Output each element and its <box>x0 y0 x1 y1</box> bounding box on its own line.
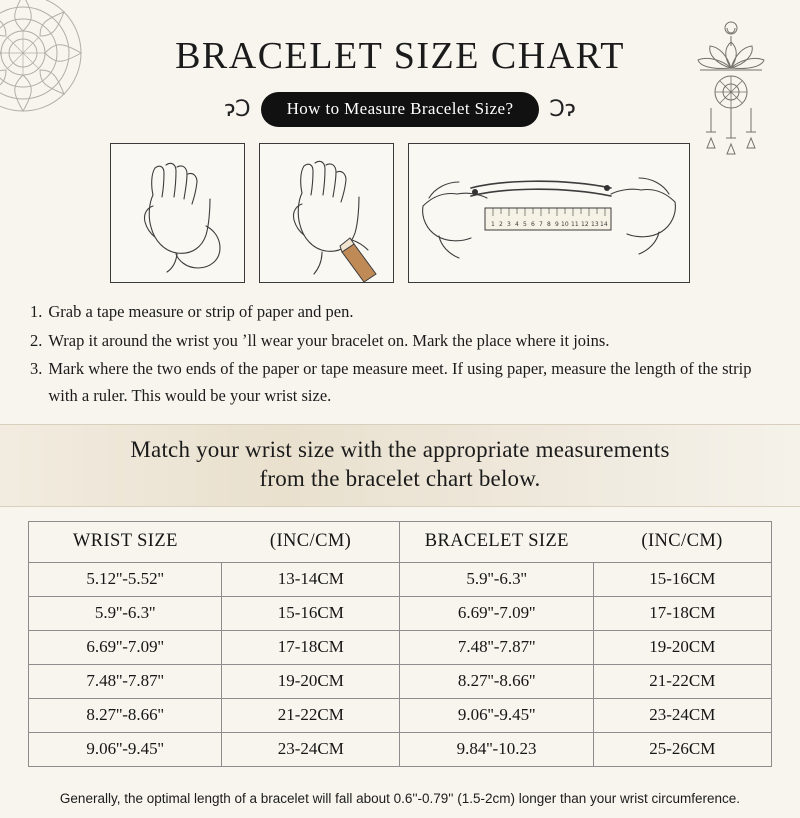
step-number: 3. <box>30 359 43 379</box>
svg-text:3: 3 <box>507 221 511 228</box>
banner-line-2: from the bracelet chart below. <box>259 466 541 492</box>
svg-text:9: 9 <box>555 221 559 228</box>
flourish-left-icon: ɂƆ <box>224 96 251 122</box>
cell-wrist-inch: 5.9''-6.3'' <box>29 596 222 630</box>
step-number: 2. <box>30 330 43 350</box>
svg-text:4: 4 <box>515 221 519 228</box>
cell-wrist-cm: 17-18CM <box>222 630 400 664</box>
cell-bracelet-cm: 19-20CM <box>593 630 771 664</box>
svg-text:14: 14 <box>600 221 608 228</box>
step-number: 1. <box>30 302 43 321</box>
cell-wrist-inch: 9.06''-9.45'' <box>29 732 222 766</box>
cell-bracelet-inch: 5.9''-6.3'' <box>400 562 593 596</box>
svg-text:1: 1 <box>491 221 495 228</box>
cell-bracelet-cm: 21-22CM <box>593 664 771 698</box>
cell-bracelet-cm: 25-26CM <box>593 732 771 766</box>
svg-text:13: 13 <box>591 221 599 228</box>
bracelet-size-chart-page <box>0 18 800 818</box>
cell-bracelet-inch: 8.27''-8.66'' <box>400 664 593 698</box>
table-row <box>29 664 772 698</box>
cell-wrist-inch: 8.27''-8.66'' <box>29 698 222 732</box>
hands-measuring-paper-strip-with-ruler-illustration <box>408 143 690 283</box>
flourish-right-icon: Ɔɂ <box>549 96 576 122</box>
step-text: Mark where the two ends of the paper or tape measure meet. If using paper, measure the length of the strip with a ruler. This would be your wrist size. <box>48 359 752 406</box>
table-row <box>29 698 772 732</box>
cell-bracelet-cm: 17-18CM <box>593 596 771 630</box>
page-title: BRACELET SIZE CHART <box>175 35 625 77</box>
step-text: Grab a tape measure or strip of paper and pen. <box>48 302 354 321</box>
svg-text:11: 11 <box>571 221 579 228</box>
banner-line-1: Match your wrist size with the appropriate measurements <box>130 436 670 462</box>
svg-text:6: 6 <box>531 221 535 228</box>
subtitle-row <box>0 92 800 127</box>
subtitle-pill: How to Measure Bracelet Size? <box>261 92 540 127</box>
table-row <box>29 562 772 596</box>
cell-wrist-inch: 7.48''-7.87'' <box>29 664 222 698</box>
cell-bracelet-cm: 23-24CM <box>593 698 771 732</box>
header-bracelet-unit: (INC/CM) <box>593 521 771 562</box>
size-table-wrapper <box>28 521 772 767</box>
svg-text:5: 5 <box>523 221 527 228</box>
footer-note: Generally, the optimal length of a bracelet will fall about 0.6''-0.79'' (1.5-2cm) longer than your wrist circumference. <box>59 791 741 806</box>
svg-text:12: 12 <box>581 221 589 228</box>
instruction-images <box>0 143 800 283</box>
table-header-row <box>29 521 772 562</box>
table-row <box>29 630 772 664</box>
svg-text:10: 10 <box>561 221 569 228</box>
cell-wrist-cm: 13-14CM <box>222 562 400 596</box>
svg-text:2: 2 <box>499 221 503 228</box>
cell-bracelet-inch: 6.69''-7.09'' <box>400 596 593 630</box>
hand-with-paper-strip-and-pen-illustration <box>259 143 394 283</box>
cell-wrist-cm: 23-24CM <box>222 732 400 766</box>
step-item <box>30 299 770 326</box>
step-text: Wrap it around the wrist you ʼll wear your bracelet on. Mark the place where it joins. <box>48 330 610 350</box>
svg-text:7: 7 <box>539 221 543 228</box>
cell-wrist-inch: 5.12''-5.52'' <box>29 562 222 596</box>
cell-bracelet-inch: 9.06''-9.45'' <box>400 698 593 732</box>
bracelet-size-table <box>28 521 772 767</box>
header-wrist-unit: (INC/CM) <box>222 521 400 562</box>
cell-wrist-cm: 21-22CM <box>222 698 400 732</box>
svg-text:8: 8 <box>547 221 551 228</box>
cell-wrist-cm: 15-16CM <box>222 596 400 630</box>
table-row <box>29 596 772 630</box>
cell-bracelet-cm: 15-16CM <box>593 562 771 596</box>
step-item <box>30 328 770 355</box>
match-wrist-size-banner <box>0 424 800 507</box>
instruction-steps <box>30 299 770 410</box>
hand-with-tape-measure-illustration <box>110 143 245 283</box>
step-item <box>30 356 770 409</box>
cell-wrist-inch: 6.69''-7.09'' <box>29 630 222 664</box>
header-wrist-size: WRIST SIZE <box>29 521 222 562</box>
cell-bracelet-inch: 9.84''-10.23 <box>400 732 593 766</box>
cell-bracelet-inch: 7.48''-7.87'' <box>400 630 593 664</box>
header-bracelet-size: BRACELET SIZE <box>400 521 593 562</box>
cell-wrist-cm: 19-20CM <box>222 664 400 698</box>
table-row <box>29 732 772 766</box>
